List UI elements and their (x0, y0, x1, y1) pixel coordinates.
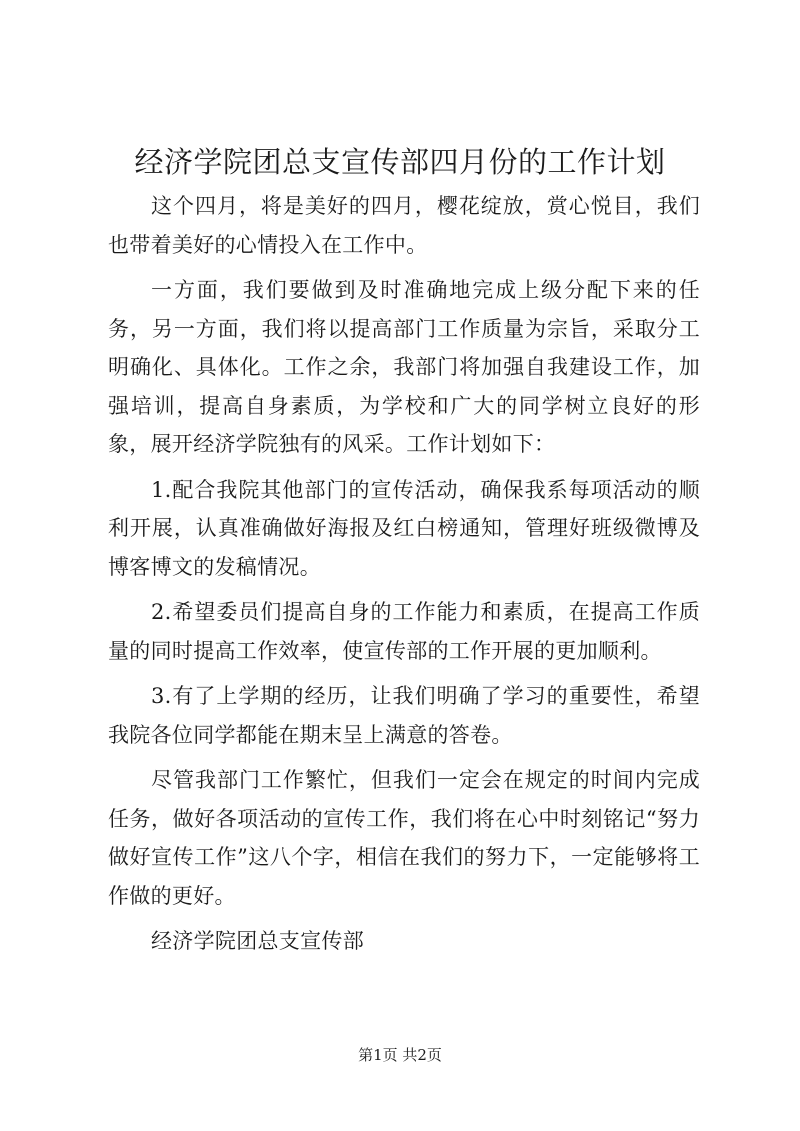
paragraph-item-1: 1.配合我院其他部门的宣传活动，确保我系每项活动的顺利开展，认真准确做好海报及红白榜通知，管理好班级微博及博客博文的发稿情况。 (108, 477, 700, 579)
signature: 经济学院团总支宣传部 (151, 929, 364, 953)
paragraph-intro: 这个四月，将是美好的四月，樱花绽放，赏心悦目，我们也带着美好的心情投入在工作中。 (108, 194, 700, 257)
document-body (108, 187, 700, 968)
document-title: 经济学院团总支宣传部四月份的工作计划 (134, 145, 666, 179)
page-footer (0, 1045, 800, 1065)
paragraph-item-3: 3.有了上学期的经历，让我们明确了学习的重要性，希望我院各位同学都能在期末呈上满意的答卷。 (108, 684, 700, 747)
paragraph-overview: 一方面，我们要做到及时准确地完成上级分配下来的任务，另一方面，我们将以提高部门工作质量为宗旨，采取分工明确化、具体化。工作之余，我部门将加强自我建设工作，加强培训，提高自身素质，为学校和广大的同学树立良好的形象，展开经济学院独有的风采。工作计划如下： (108, 278, 700, 456)
paragraph-item-2: 2.希望委员们提高自身的工作能力和素质，在提高工作质量的同时提高工作效率，使宣传部的工作开展的更加顺利。 (108, 600, 700, 663)
page-number-label: 第1页 共2页 (358, 1046, 442, 1064)
paragraph-closing: 尽管我部门工作繁忙，但我们一定会在规定的时间内完成任务，做好各项活动的宣传工作，我们将在心中时刻铭记“努力做好宣传工作”这八个字，相信在我们的努力下，一定能够将工作做的更好。 (108, 768, 700, 908)
